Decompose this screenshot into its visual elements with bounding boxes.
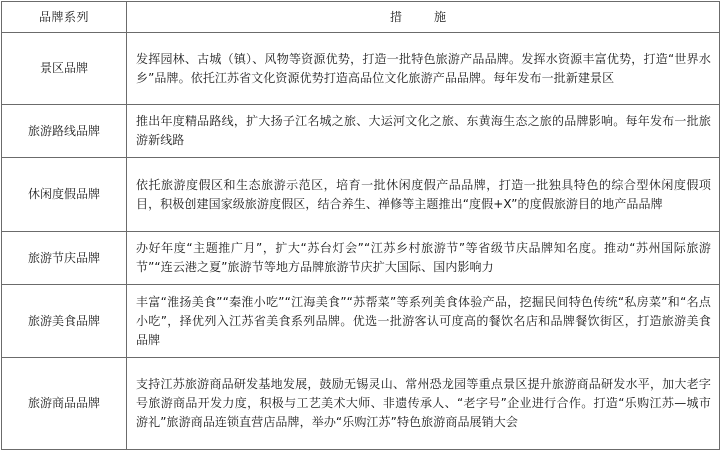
row-brand-series: 景区品牌: [2, 33, 127, 105]
table-row: [2, 33, 720, 105]
table-row: [2, 105, 720, 158]
table-header: [2, 2, 720, 33]
row-brand-series: 旅游商品品牌: [2, 358, 127, 450]
row-measures: 丰富“淮扬美食”“秦淮小吃”“江海美食”“苏帮菜”等系列美食体验产品，挖掘民间特色传统“私房菜”和“名点小吃”，择优列入江苏省美食系列品牌。优选一批游客认可度高的餐饮名店和品牌餐饮街区，打造旅游美食品牌: [127, 285, 720, 358]
row-measures: 办好年度“主题推广月”，扩大“苏台灯会”“江苏乡村旅游节”等省级节庆品牌知名度。推动“苏州国际旅游节”“连云港之夏”旅游节等地方品牌旅游节庆扩大国际、国内影响力: [127, 232, 720, 285]
table-body: [2, 33, 720, 450]
row-measures: 发挥园林、古城（镇）、风物等资源优势，打造一批特色旅游产品品牌。发挥水资源丰富优势，打造“世界水乡”品牌。依托江苏省文化资源优势打造高品位文化旅游产品品牌。每年发布一批新建景区: [127, 33, 720, 105]
row-brand-series: 旅游美食品牌: [2, 285, 127, 358]
table-row: [2, 358, 720, 450]
row-brand-series: 休闲度假品牌: [2, 158, 127, 232]
header-brand-series: 品牌系列: [2, 2, 127, 33]
table-row: [2, 285, 720, 358]
table-row: [2, 232, 720, 285]
header-measures: 措 施: [127, 2, 720, 33]
table-row: [2, 158, 720, 232]
row-measures: 依托旅游度假区和生态旅游示范区，培育一批休闲度假产品品牌，打造一批独具特色的综合型休闲度假项目，积极创建国家级旅游度假区，结合养生、禅修等主题推出“度假+X”的度假旅游目的地产品品牌: [127, 158, 720, 232]
row-brand-series: 旅游节庆品牌: [2, 232, 127, 285]
row-measures: 支持江苏旅游商品研发基地发展，鼓励无锡灵山、常州恐龙园等重点景区提升旅游商品研发水平，加大老字号旅游商品开发力度，积极与工艺美术大师、非遗传承人、“老字号”企业进行合作。打造“乐购江苏—城市游礼”旅游商品连锁直营店品牌，举办“乐购江苏”特色旅游商品展销大会: [127, 358, 720, 450]
brand-measures-table: [1, 1, 720, 450]
row-brand-series: 旅游路线品牌: [2, 105, 127, 158]
row-measures: 推出年度精品路线，扩大扬子江名城之旅、大运河文化之旅、东黄海生态之旅的品牌影响。每年发布一批旅游新线路: [127, 105, 720, 158]
header-row: [2, 2, 720, 33]
